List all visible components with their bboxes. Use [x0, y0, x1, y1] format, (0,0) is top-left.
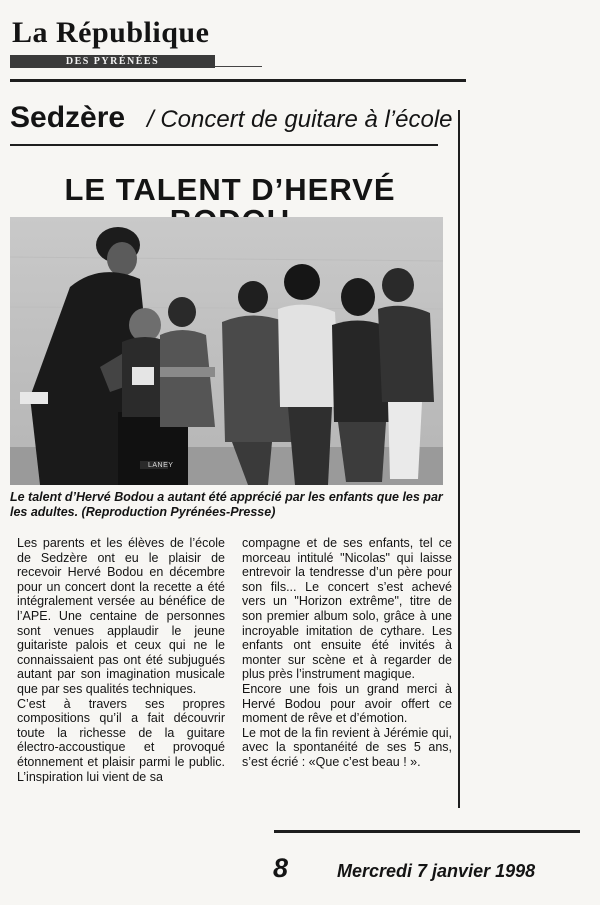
article-section: / Concert de guitare à l’école — [147, 106, 453, 133]
footer-rule — [274, 830, 580, 833]
paragraph: C’est à travers ses propres compositions qu’il a fait découvrir toute la richesse de la guitare électro-accoustique et provoqué étonnement et plaisir parmi le public. L’inspiration lui vient de sa — [17, 696, 225, 784]
article-column-1 — [17, 536, 225, 784]
newspaper-title: La République — [12, 16, 210, 49]
publication-date: Mercredi 7 janvier 1998 — [337, 861, 536, 881]
heading-rule — [10, 144, 438, 146]
article-headline: LE TALENT D’HERVÉ — [64, 172, 396, 207]
article-location: Sedzère — [10, 101, 126, 134]
article-photo — [10, 217, 443, 485]
paragraph: compagne et de ses enfants, tel ce morceau intitulé "Nicolas" qui laisse entrevoir la tendresse d’un père pour son fils... Le concert s’est achevé vers un "Horizon extrême", titre de son premier album solo, grâce à une incroyable imitation de cythare. Les enfants ont ensuite été invités à monter sur scène et à regarder de plus près l’instrument magique. — [242, 536, 452, 682]
paragraph: Encore une fois un grand merci à Hervé Bodou pour avoir offert ce moment de rêve et d’émotion. — [242, 681, 452, 726]
photo-caption: Le talent d’Hervé Bodou a autant été apprécié par les enfants que les par les adultes. (Reproduction Pyrénées-Presse) — [10, 490, 443, 519]
photo-illustration — [10, 217, 443, 485]
column-rule — [458, 110, 460, 808]
paragraph: Le mot de la fin revient à Jérémie qui, avec la spontanéité de ses 5 ans, s’est écrié : «Que c’est beau ! ». — [242, 725, 452, 769]
page-number: 8 — [273, 853, 289, 883]
masthead-rule — [215, 66, 262, 67]
top-rule — [10, 79, 466, 82]
article-column-2 — [242, 536, 452, 770]
paragraph: Les parents et les élèves de l’école de Sedzère ont eu le plaisir de recevoir Hervé Bodou en décembre pour un concert dont la recette a été intégralement versée au bénéfice de l’APE. Une centaine de personnes sont venues applaudir le jeune guitariste palois et ceux qui ne le connaissaient pas ont été subjugués autant par son imagination musicale que par ses qualités techniques. — [17, 536, 225, 696]
newspaper-subtitle: DES PYRÉNÉES — [65, 56, 160, 67]
amplifier-label: LANEY — [148, 462, 174, 469]
